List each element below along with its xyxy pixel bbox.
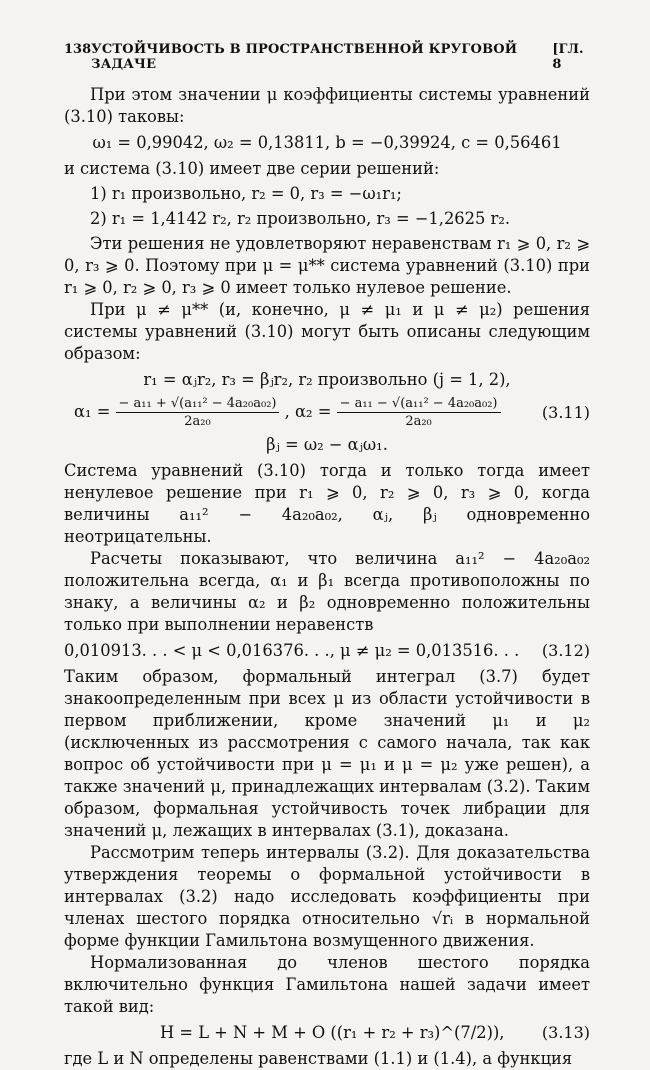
equation-coefficients: ω₁ = 0,99042, ω₂ = 0,13811, b = −0,39924, c = 0,56461 <box>92 133 562 152</box>
paragraph-8: Рассмотрим теперь интервалы (3.2). Для доказательства утверждения теоремы о формальной устойчивости в интервалах (3.2) надо исследовать коэффициенты при членах шестого порядка относительно √rᵢ в нормальной форме функции Гамильтона возмущенного движения. <box>64 843 590 950</box>
paragraph-3: Эти решения не удовлетворяют неравенствам r₁ ⩾ 0, r₂ ⩾ 0, r₃ ⩾ 0. Поэтому при μ = μ** система уравнений (3.10) при r₁ ⩾ 0, r₂ ⩾ 0, r₃ ⩾ 0 имеет только нулевое решение. <box>64 234 590 297</box>
equation-number-3-12: (3.12) <box>541 641 590 660</box>
alpha2-lhs: , α₂ = <box>284 402 332 421</box>
alpha1-lhs: α₁ = <box>74 402 111 421</box>
alpha2-denominator: 2a₂₀ <box>405 414 432 429</box>
alpha1-denominator: 2a₂₀ <box>184 414 211 429</box>
paragraph-10: где L и N определены равенствами (1.1) и (1.4), а функция <box>64 1049 573 1068</box>
paragraph-5: Система уравнений (3.10) тогда и только тогда имеет ненулевое решение при r₁ ⩾ 0, r₂ ⩾ 0, r₃ ⩾ 0, когда величины a₁₁² − 4a₂₀a₀₂, αⱼ, βⱼ одновременно неотрицательны. <box>64 461 590 546</box>
solution-series-1: 1) r₁ произвольно, r₂ = 0, r₃ = −ω₁r₁; <box>90 184 402 203</box>
alpha2-fraction <box>337 395 501 430</box>
page-number: 138 <box>64 42 92 57</box>
equation-r-relations: r₁ = αⱼr₂, r₃ = βⱼr₂, r₂ произвольно (j = 1, 2), <box>143 370 511 389</box>
paragraph-6: Расчеты показывают, что величина a₁₁² − 4a₂₀a₀₂ положительна всегда, α₁ и β₁ всегда противоположны по знаку, а величины α₂ и β₂ одновременно положительны только при выполнении неравенств <box>64 549 590 634</box>
inequality-3-12: 0,010913. . . < μ < 0,016376. . ., μ ≠ μ₂ = 0,013516. . . <box>64 641 520 660</box>
paragraph-2: и система (3.10) имеет две серии решений: <box>64 159 440 178</box>
equation-3-13 <box>64 1022 590 1044</box>
equation-number-3-13: (3.13) <box>541 1023 590 1042</box>
running-title: УСТОЙЧИВОСТЬ В ПРОСТРАНСТВЕННОЙ КРУГОВОЙ ЗАДАЧЕ <box>91 42 518 72</box>
page-body <box>64 84 590 1070</box>
paragraph-9: Нормализованная до членов шестого порядка включительно функция Гамильтона нашей задачи имеет такой вид: <box>64 953 590 1016</box>
equation-beta: βⱼ = ω₂ − αⱼω₁. <box>266 435 388 454</box>
equation-number-3-11: (3.11) <box>541 402 590 422</box>
paragraph-4: При μ ≠ μ** (и, конечно, μ ≠ μ₁ и μ ≠ μ₂) решения системы уравнений (3.10) могут быть описаны следующим образом: <box>64 300 590 363</box>
hamiltonian-formula: H = L + N + M + O ((r₁ + r₂ + r₃)^(7/2)), <box>160 1023 505 1042</box>
running-header <box>64 42 594 72</box>
alpha2-numerator: − a₁₁ − √(a₁₁² − 4a₂₀a₀₂) <box>337 395 501 413</box>
equation-3-11 <box>64 395 590 430</box>
equation-3-12 <box>64 640 590 662</box>
alpha1-numerator: − a₁₁ + √(a₁₁² − 4a₂₀a₀₂) <box>116 395 280 413</box>
chapter-label: [ГЛ. 8 <box>552 42 584 72</box>
paragraph-1: При этом значении μ коэффициенты системы уравнений (3.10) таковы: <box>64 85 590 126</box>
solution-series-2: 2) r₁ = 1,4142 r₂, r₂ произвольно, r₃ = −1,2625 r₂. <box>90 209 511 228</box>
alpha1-fraction <box>116 395 280 430</box>
paragraph-7: Таким образом, формальный интеграл (3.7) будет знакоопределенным при всех μ из области устойчивости в первом приближении, кроме значений μ₁ и μ₂ (исключенных из рассмотрения с самого начала, так как вопрос об устойчивости при μ = μ₁ и μ = μ₂ уже решен), а также значений μ, принадлежащих интервалам (3.2). Таким образом, формальная устойчивость точек либрации для значений μ, лежащих в интервалах (3.1), доказана. <box>64 667 590 840</box>
